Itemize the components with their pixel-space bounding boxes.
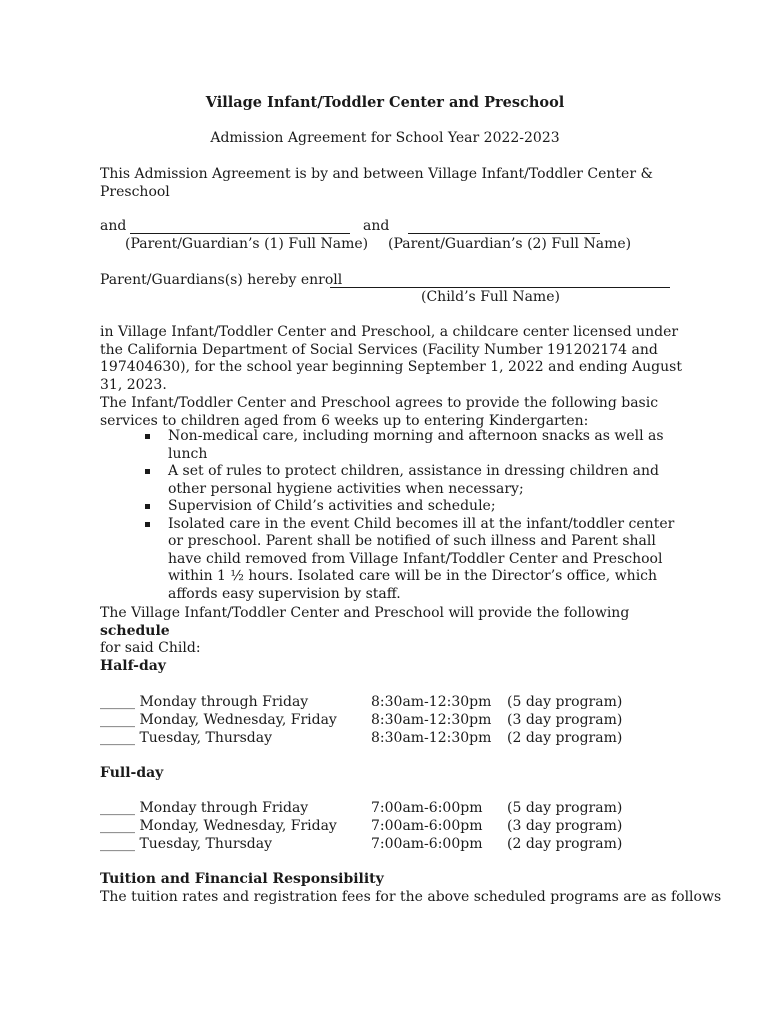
fullday-option-2day[interactable]: _____ Tuesday, Thursday [100, 836, 273, 852]
license-paragraph: in Village Infant/Toddler Center and Preschool, a childcare center licensed under the California Department of Social Services (Facility Number 191202174 and 197404630), for the school year beginning September 1, 2022 and ending August 31, 2023. [100, 324, 682, 393]
guardian1-name-field[interactable] [130, 220, 350, 234]
halfday-option-2day[interactable]: _____ Tuesday, Thursday [100, 730, 273, 746]
fullday-option-5day[interactable]: _____ Monday through Friday [100, 800, 309, 816]
fullday-option-3day[interactable]: _____ Monday, Wednesday, Friday [100, 818, 337, 834]
fullday-heading: Full-day [100, 765, 164, 781]
service-item: A set of rules to protect children, assistance in dressing children and other personal hygiene activities when necessary; [145, 463, 690, 498]
bullet-icon [145, 522, 150, 527]
document-title: Village Infant/Toddler Center and Preschool [205, 94, 565, 111]
intro-paragraph: This Admission Agreement is by and between Village Infant/Toddler Center & Preschool [100, 166, 653, 200]
halfday-option-5day[interactable]: _____ Monday through Friday [100, 694, 309, 710]
document-subtitle: Admission Agreement for School Year 2022-2023 [210, 130, 560, 146]
service-item: Non-medical care, including morning and afternoon snacks as well as lunch [145, 428, 690, 463]
guardian2-label: (Parent/Guardian’s (2) Full Name) [388, 236, 632, 252]
service-item: Supervision of Child’s activities and schedule; [145, 498, 690, 516]
child-label: (Child’s Full Name) [421, 289, 560, 305]
halfday-heading: Half-day [100, 658, 166, 674]
and-label-2: and [363, 218, 390, 234]
document-page: Village Infant/Toddler Center and Preschool Admission Agreement for School Year 2022-2023 This Admission Agreement is by and between Village Infant/Toddler Center & Preschool and and (Parent/Guardian’s (1) Full Name) (Parent/Guardian’s (2) Full Name) Parent/Guardians(s) hereby enroll (Child’s Full Name) in Village Infant/Toddler Center and Preschool, a childcare center licensed under the California Department of Social Services (Facility Number 191202174 and 197404630), for the school year beginning September 1, 2022 and ending August 31, 2023. The Infant/Toddler Center and Preschool agrees to provide the following basic services to children aged from 6 weeks up to entering Kindergarten: Non-medical care, including morning and afternoon snacks as well as lunch A set of rules to protect children, assistance in dressing children and other personal hygiene activities when necessary; Supervision of Child’s activities and schedule; Isolated care in the event Child becomes ill at the infant/toddler center or preschool. Parent shall be notified of such illness and Parent shall have child removed from Village Infant/Toddler Center and Preschool within 1 ½ hours. Isolated care will be in the Director’s office, which affords easy supervision by staff. The Village Infant/Toddler Center and Preschool will provide the following schedule for said Child: Half-day _____ Monday through Friday 8:30am-12:30pm (5 day program) _____ Monday, Wednesday, Friday 8:30am-12:30pm (3 day program) _____ Tuesday, Thursday 8:30am-12:30pm (2 day program) Full-day _____ Monday through Friday 7:00am-6:00pm (5 day program) _____ Monday, Wednesday, Friday 7:00am-6:00pm (3 day program) _____ Tuesday, Thursday 7:00am-6:00pm (2 day program) Tuition and Financial Responsibility The tuition rates and registration fees for the above scheduled programs are as follows [0, 0, 770, 1024]
schedule-intro: The Village Infant/Toddler Center and Preschool will provide the following schedule for said Child: [100, 605, 630, 656]
child-name-field[interactable] [330, 274, 670, 288]
guardian1-label: (Parent/Guardian’s (1) Full Name) [125, 236, 369, 252]
services-intro: The Infant/Toddler Center and Preschool agrees to provide the following basic services to children aged from 6 weeks up to entering Kindergarten: [100, 395, 659, 429]
enroll-label: Parent/Guardians(s) hereby enroll [100, 272, 343, 288]
services-list [145, 428, 690, 603]
bullet-icon [145, 434, 150, 439]
bullet-icon [145, 469, 150, 474]
halfday-option-3day[interactable]: _____ Monday, Wednesday, Friday [100, 712, 337, 728]
service-item: Isolated care in the event Child becomes ill at the infant/toddler center or preschool. Parent shall be notified of such illness and Parent shall have child removed from Village Infant/Toddler Center and Preschool within 1 ½ hours. Isolated care will be in the Director’s office, which affords easy supervision by staff. [145, 516, 690, 604]
and-label-1: and [100, 218, 127, 234]
tuition-heading: Tuition and Financial Responsibility [100, 871, 384, 887]
tuition-text: The tuition rates and registration fees for the above scheduled programs are as follows [100, 889, 722, 905]
guardian2-name-field[interactable] [408, 220, 600, 234]
bullet-icon [145, 504, 150, 509]
